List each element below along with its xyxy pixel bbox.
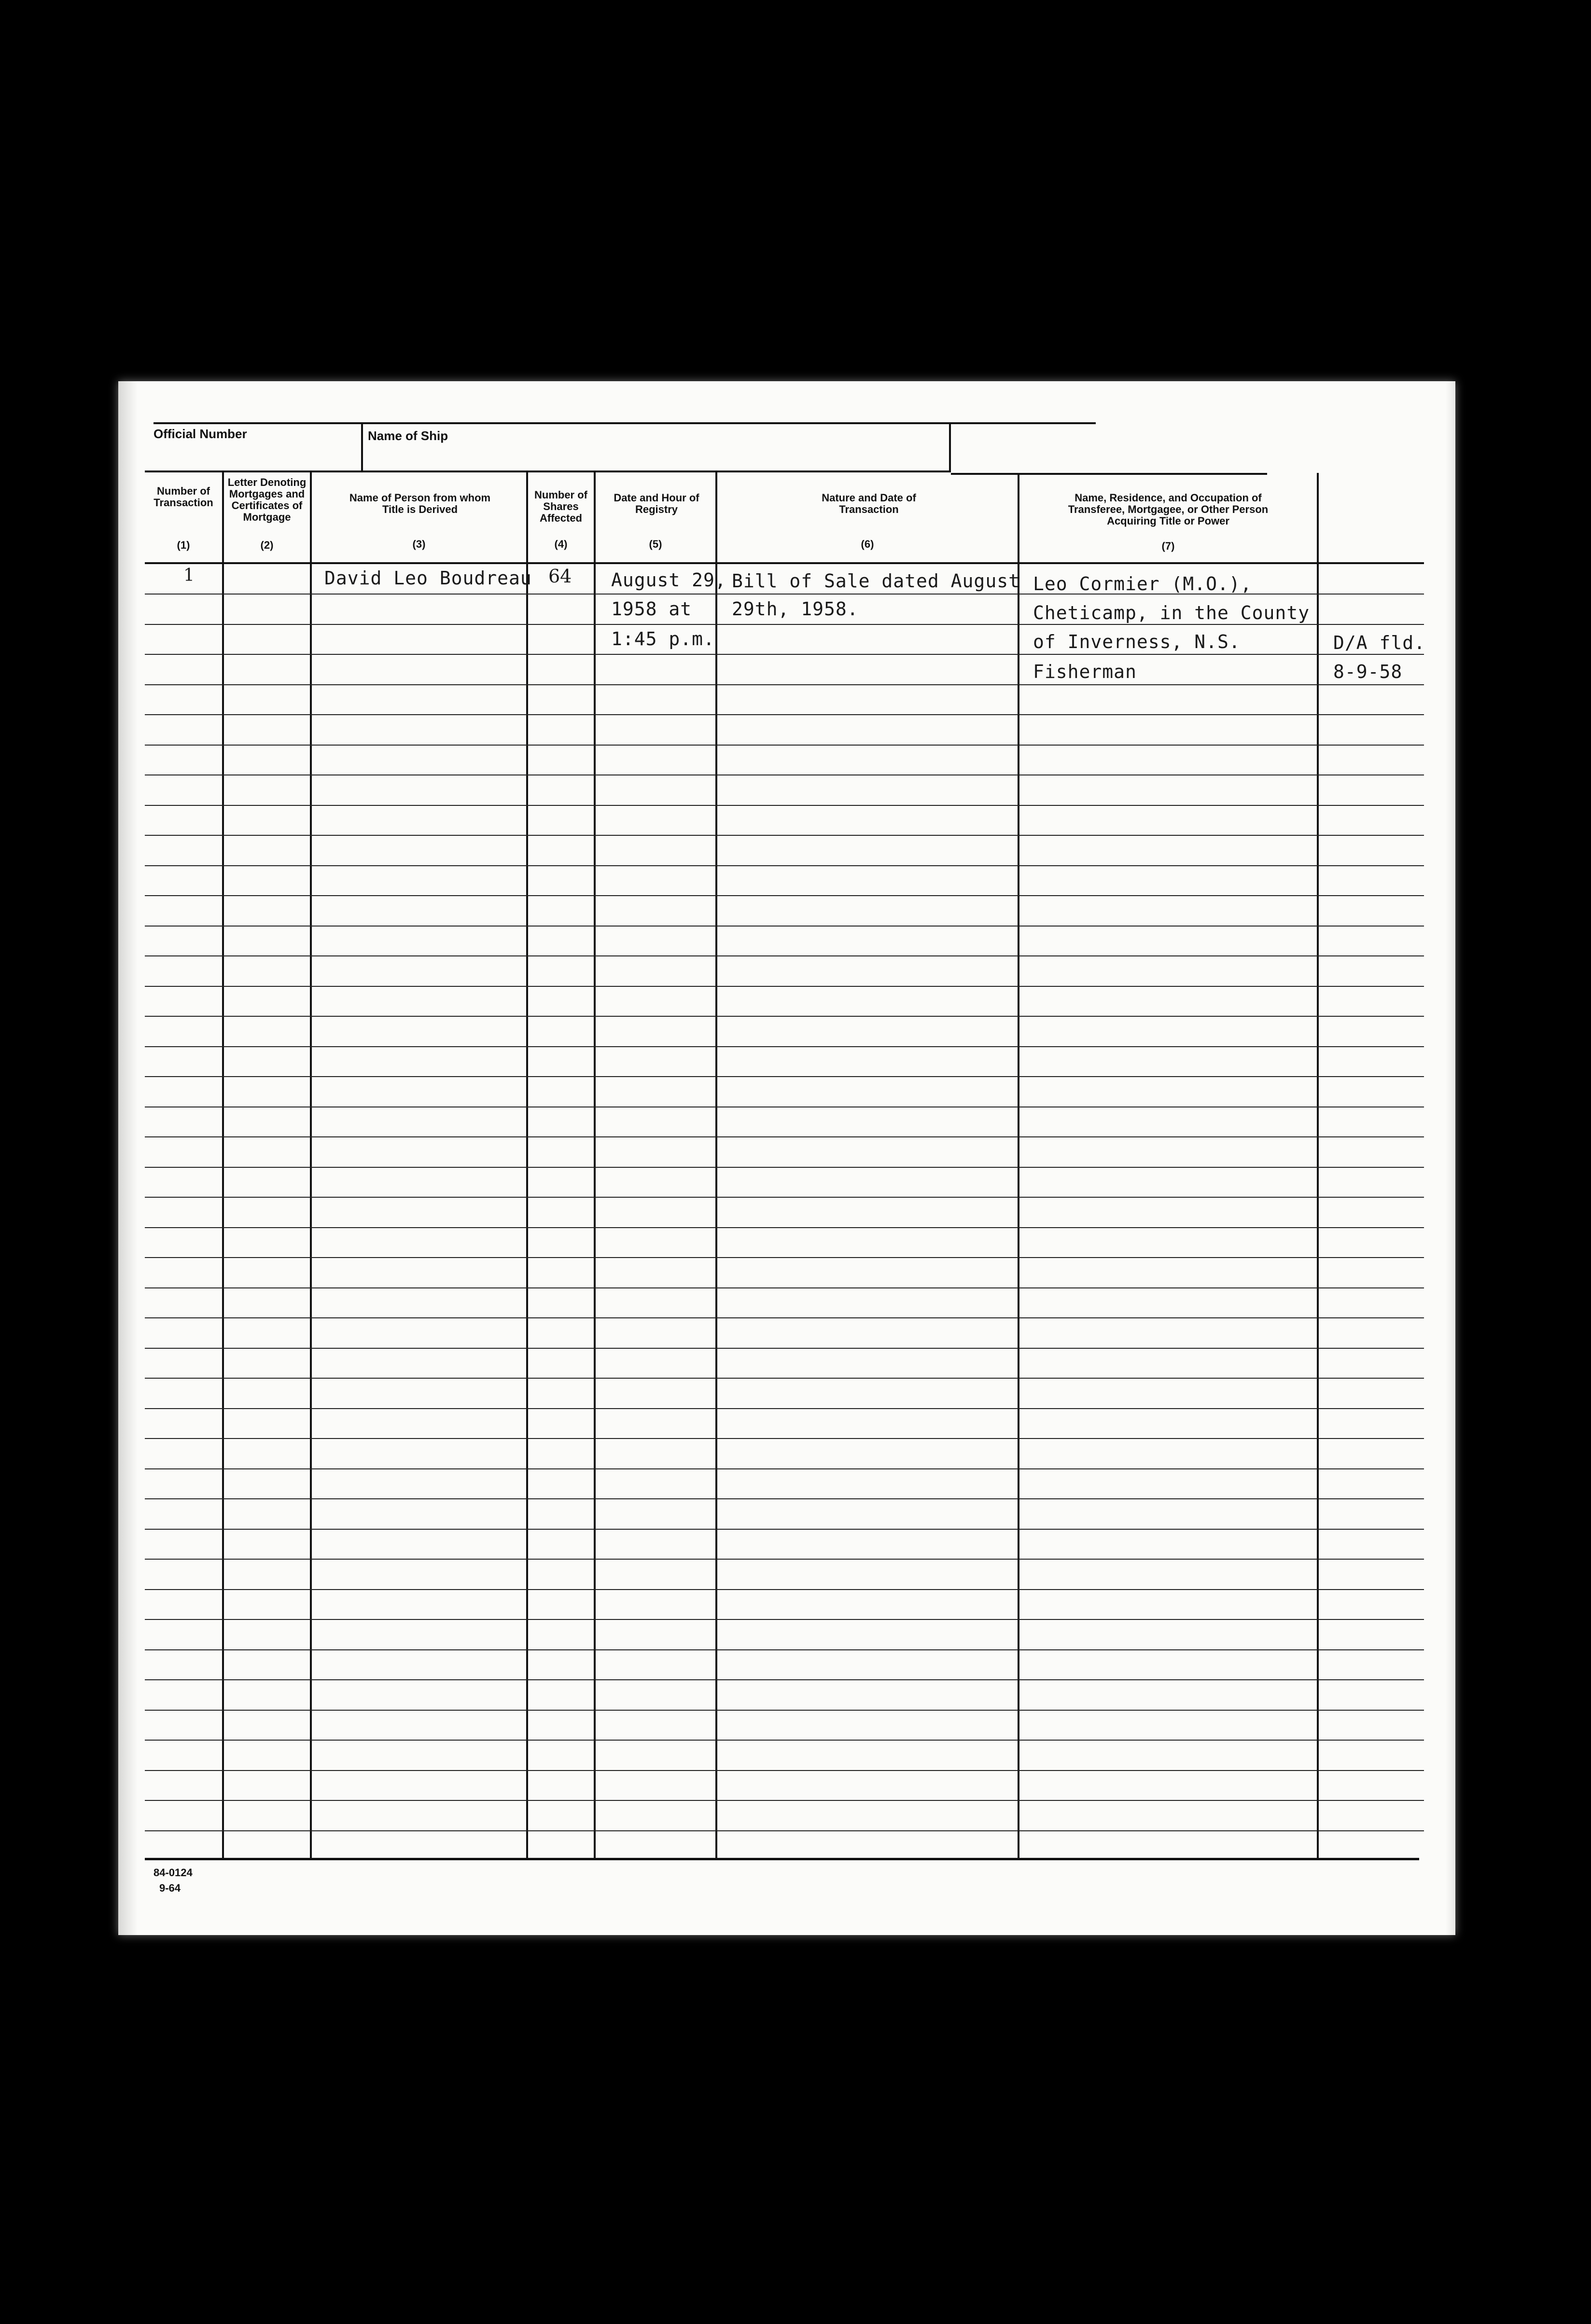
- ruled-line: [145, 1559, 1424, 1560]
- column-heading-2: Letter Denoting Mortgages and Certificates of Mortgage: [227, 476, 307, 523]
- ruled-line: [145, 835, 1424, 836]
- ruled-line: [145, 624, 1424, 625]
- ruled-line: [145, 1710, 1424, 1711]
- col-line-3: [526, 470, 528, 1860]
- transferee-line-3: of Inverness, N.S.: [1033, 631, 1241, 652]
- paper-shadow-right: [1446, 381, 1455, 1935]
- ruled-line: [145, 1770, 1424, 1771]
- header-right-edge: [949, 422, 951, 470]
- ruled-line: [145, 865, 1424, 866]
- ruled-line: [145, 1046, 1424, 1047]
- ruled-line: [145, 1529, 1424, 1530]
- ruled-line: [145, 1649, 1424, 1650]
- ruled-line: [145, 1378, 1424, 1379]
- column-heading-3: Name of Person from whom Title is Derived: [349, 492, 491, 515]
- ruled-line: [145, 1348, 1424, 1349]
- column-heading-5: Date and Hour of Registry: [614, 492, 699, 515]
- col-line-2: [310, 470, 312, 1860]
- ruled-line: [145, 684, 1424, 685]
- ruled-line: [145, 1257, 1424, 1258]
- margin-note-1: D/A fld.: [1333, 632, 1426, 653]
- ruled-line: [145, 1016, 1424, 1017]
- official-number-label: Official Number: [154, 427, 247, 441]
- nature-line-2: 29th, 1958.: [732, 598, 859, 620]
- ruled-line: [145, 1468, 1424, 1469]
- column-number-7: (7): [1161, 540, 1175, 552]
- transferee-line-2: Cheticamp, in the County: [1033, 602, 1310, 623]
- form-code: 84-0124: [154, 1867, 193, 1879]
- column-heading-6: Nature and Date of Transaction: [822, 492, 916, 515]
- ruled-line: [145, 654, 1424, 655]
- ruled-line: [145, 1589, 1424, 1590]
- name-of-ship-label: Name of Ship: [368, 429, 448, 443]
- ruled-line: [145, 1408, 1424, 1409]
- registry-line-1: August 29,: [611, 569, 726, 591]
- ruled-line: [145, 1800, 1424, 1801]
- table-bottom-rule: [145, 1858, 1419, 1860]
- ruled-line: [145, 1619, 1424, 1620]
- transaction-number: 1: [183, 566, 195, 585]
- ruled-line: [145, 1740, 1424, 1741]
- nature-line-1: Bill of Sale dated August: [732, 570, 1020, 592]
- transferee-line-4: Fisherman: [1033, 661, 1137, 682]
- form-date: 9-64: [159, 1882, 181, 1894]
- column-heading-4: Number of Shares Affected: [534, 489, 587, 524]
- ruled-line: [145, 1167, 1424, 1168]
- ruled-line: [145, 895, 1424, 896]
- col-line-4: [594, 470, 596, 1860]
- ruled-line: [145, 1830, 1424, 1831]
- ruled-line: [145, 926, 1424, 927]
- column-number-5: (5): [649, 538, 662, 550]
- col-line-1: [222, 470, 224, 1860]
- shares-affected: 64: [548, 566, 572, 587]
- ruled-line: [145, 1227, 1424, 1228]
- column-number-2: (2): [260, 539, 274, 551]
- ruled-line: [145, 1498, 1424, 1499]
- ruled-line: [145, 986, 1424, 987]
- margin-note-2: 8-9-58: [1333, 661, 1403, 682]
- ruled-line: [145, 1438, 1424, 1439]
- from-person: David Leo Boudreau: [324, 567, 532, 589]
- ruled-line: [145, 714, 1424, 715]
- ruled-line: [145, 1076, 1424, 1077]
- column-header-top-rule: [145, 470, 951, 472]
- col-line-5: [715, 470, 717, 1860]
- column-number-4: (4): [554, 538, 568, 550]
- ruled-line: [145, 805, 1424, 806]
- ruled-line: [145, 1136, 1424, 1137]
- ruled-line: [145, 955, 1424, 956]
- ruled-line: [145, 1679, 1424, 1680]
- column-header-bottom-rule: [145, 562, 1424, 564]
- header-divider: [361, 422, 363, 470]
- ruled-line: [145, 1317, 1424, 1318]
- column-number-6: (6): [861, 538, 874, 550]
- column-header-top-rule-right: [951, 473, 1267, 475]
- paper-shadow-left: [118, 381, 138, 1935]
- registry-line-2: 1958 at: [611, 598, 692, 620]
- registry-line-3: 1:45 p.m.: [611, 628, 715, 650]
- ruled-line: [145, 745, 1424, 746]
- ruled-line: [145, 1287, 1424, 1288]
- ruled-line: [145, 1197, 1424, 1198]
- column-number-3: (3): [412, 538, 426, 550]
- transferee-line-1: Leo Cormier (M.O.),: [1033, 573, 1252, 595]
- column-heading-7: Name, Residence, and Occupation of Transferee, Mortgagee, or Other Person Acquiring Title or Power: [1068, 492, 1269, 527]
- column-number-1: (1): [177, 539, 190, 551]
- header-top-rule: [154, 422, 1096, 424]
- ship-registry-form: [145, 420, 1426, 1894]
- column-heading-1: Number of Transaction: [154, 485, 213, 509]
